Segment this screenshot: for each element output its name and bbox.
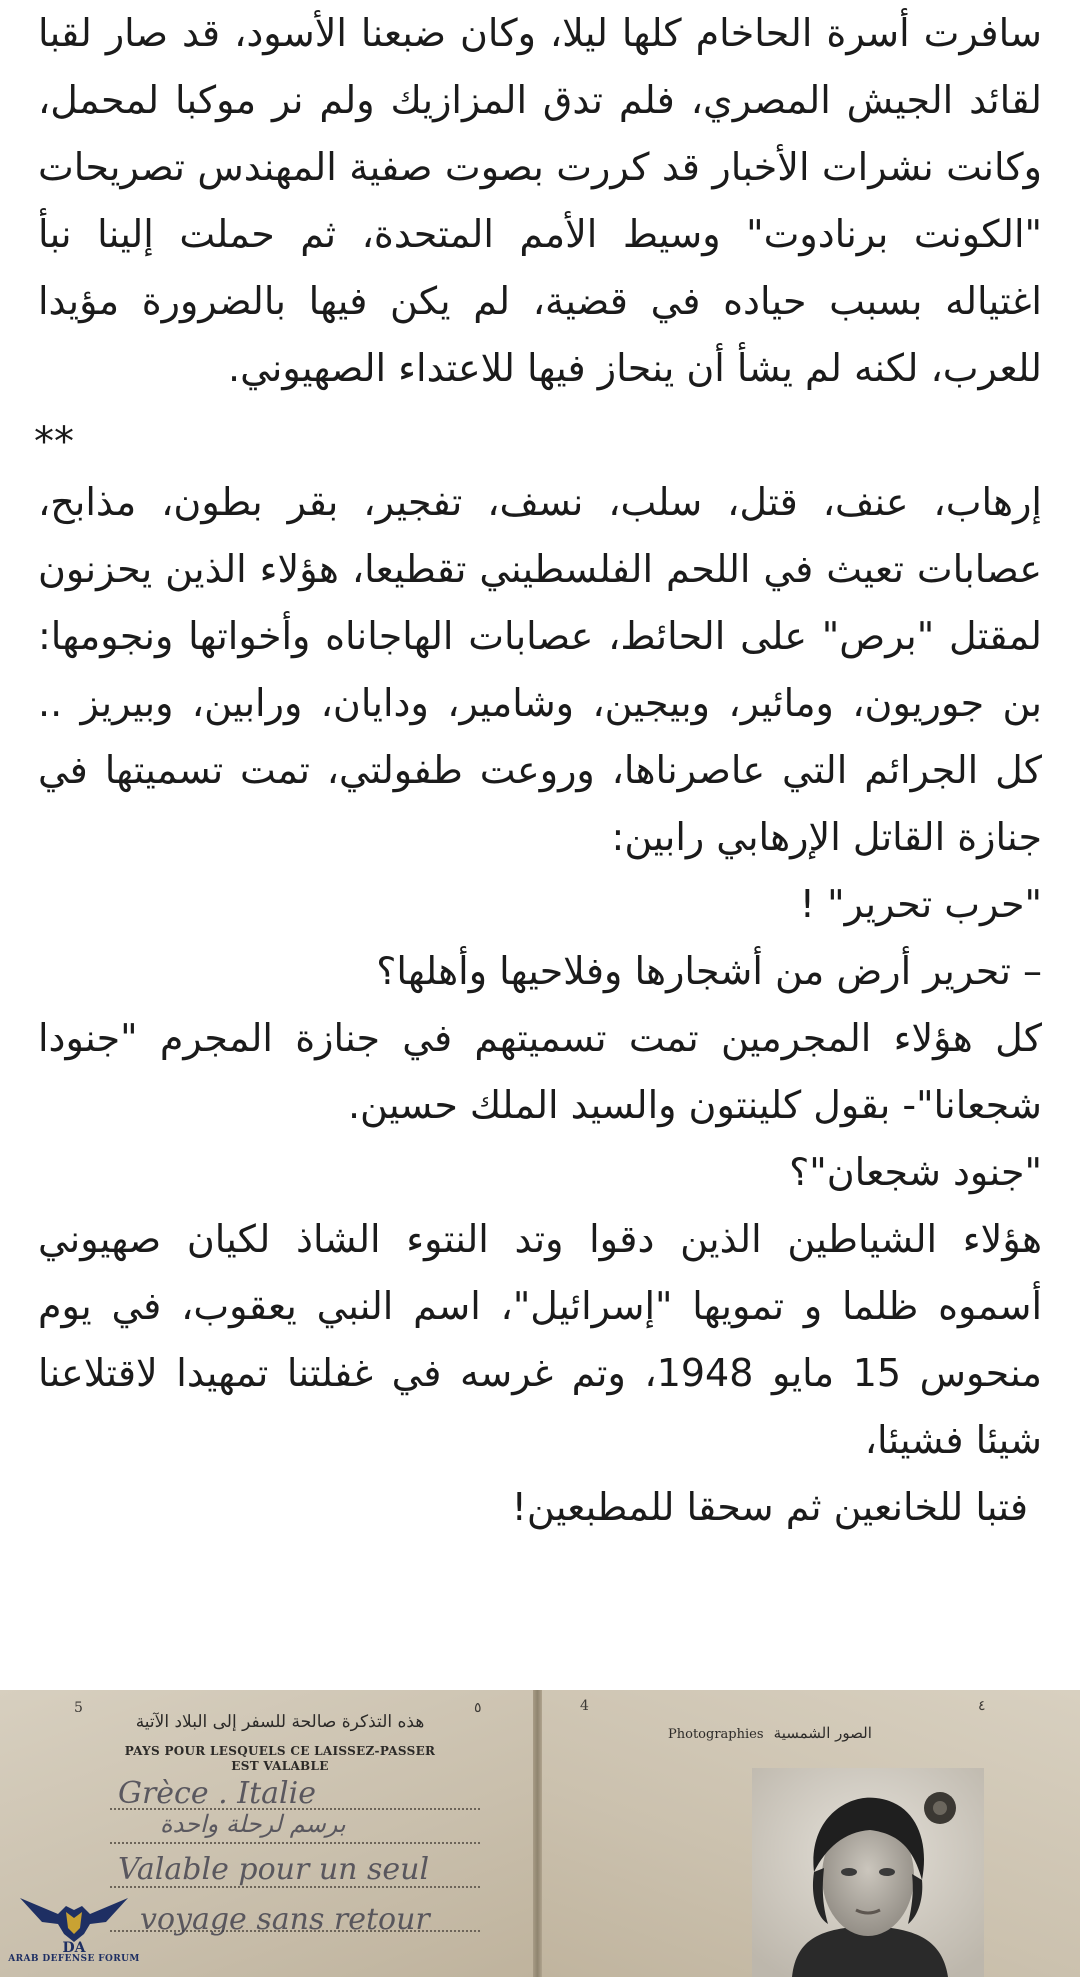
paragraph: هؤلاء الشياطين الذين دقوا وتد النتوء الشاذ لكيان صهيوني أسموه ظلما و تمويها "إسرائيل"، اسم النبي يعقوب، في يوم منحوس 15 مايو 1948، وتم غرسه في غفلتنا تمهيدا لاقتلاعنا شيئا فشيئا، bbox=[38, 1217, 1042, 1462]
handwriting: Valable pour un seul bbox=[118, 1852, 430, 1887]
page-number: ٥ bbox=[474, 1700, 482, 1716]
photo-label-arabic: الصور الشمسية bbox=[773, 1724, 872, 1742]
passport-photo bbox=[0, 1690, 1080, 1977]
section-separator: ** bbox=[34, 419, 74, 465]
forum-logo bbox=[4, 1888, 144, 1976]
photo-label-french: Photographies bbox=[668, 1727, 764, 1742]
paragraph: كل هؤلاء المجرمين تمت تسميتهم في جنازة المجرم "جنودا شجعانا"- بقول كلينتون والسيد الملك حسين. bbox=[38, 1016, 1042, 1127]
question-line: – تحرير أرض من أشجارها وفلاحيها وأهلها؟ bbox=[376, 949, 1042, 993]
quote-line: "جنود شجعان"؟ bbox=[789, 1150, 1042, 1194]
paragraph: سافرت أسرة الحاخام كلها ليلا، وكان ضبعنا الأسود، قد صار لقبا لقائد الجيش المصري، فلم تدق المزازيك ولم نر موكبا لمحمل، وكانت نشرات الأخبار قد كررت بصوت صفية المهندس تصريحات "الكونت برنادوت" وسيط الأمم المتحدة، ثم حملت إلينا نبأ اغتياله بسبب حياده في قضية، لم يكن فيها بالضرورة مؤيدا للعرب، لكنه لم يشأ أن ينحاز فيها للاعتداء الصهيوني. bbox=[38, 11, 1042, 390]
dotted-line bbox=[110, 1842, 480, 1844]
logo-text: ARAB DEFENSE FORUM bbox=[8, 1954, 140, 1964]
eagle-logo-icon bbox=[14, 1888, 134, 1954]
paragraph: إرهاب، عنف، قتل، سلب، نسف، تفجير، بقر بطون، مذابح، عصابات تعيث في اللحم الفلسطيني تقطيعا، هؤلاء الذين يحزنون لمقتل "برص" على الحائط، عصابات الهاجاناه وأخواتها ونجومها: بن جوريون، ومائير، وبيجين، وشامير، ودايان، ورابين، وبيريز .. كل الجرائم التي عاصرناها، وروعت طفولتي، تمت تسميتها في جنازة القاتل الإرهابي رابين: bbox=[38, 480, 1042, 859]
handwriting: voyage sans retour bbox=[140, 1902, 430, 1937]
portrait-image bbox=[752, 1768, 984, 1977]
handwriting: Grèce . Italie bbox=[118, 1776, 316, 1811]
logo-letters: DA bbox=[62, 1940, 86, 1954]
page-number: ٤ bbox=[978, 1698, 986, 1714]
passport-header-french: PAYS POUR LESQUELS CE LAISSEZ-PASSER EST VALABLE bbox=[124, 1744, 436, 1773]
closing-line: فتبا للخانعين ثم سحقا للمطبعين! bbox=[511, 1485, 1028, 1529]
page-number: 4 bbox=[580, 1698, 589, 1714]
photo-label bbox=[668, 1724, 872, 1742]
page-number: 5 bbox=[74, 1700, 83, 1716]
passport-fold bbox=[533, 1690, 542, 1977]
quote-line: "حرب تحرير" ! bbox=[799, 882, 1042, 926]
passport-header-arabic: هذه التذكرة صالحة للسفر إلى البلاد الآتية bbox=[135, 1712, 425, 1732]
handwriting: برسم لرحلة واحدة bbox=[160, 1810, 346, 1838]
portrait-photo bbox=[752, 1768, 984, 1977]
